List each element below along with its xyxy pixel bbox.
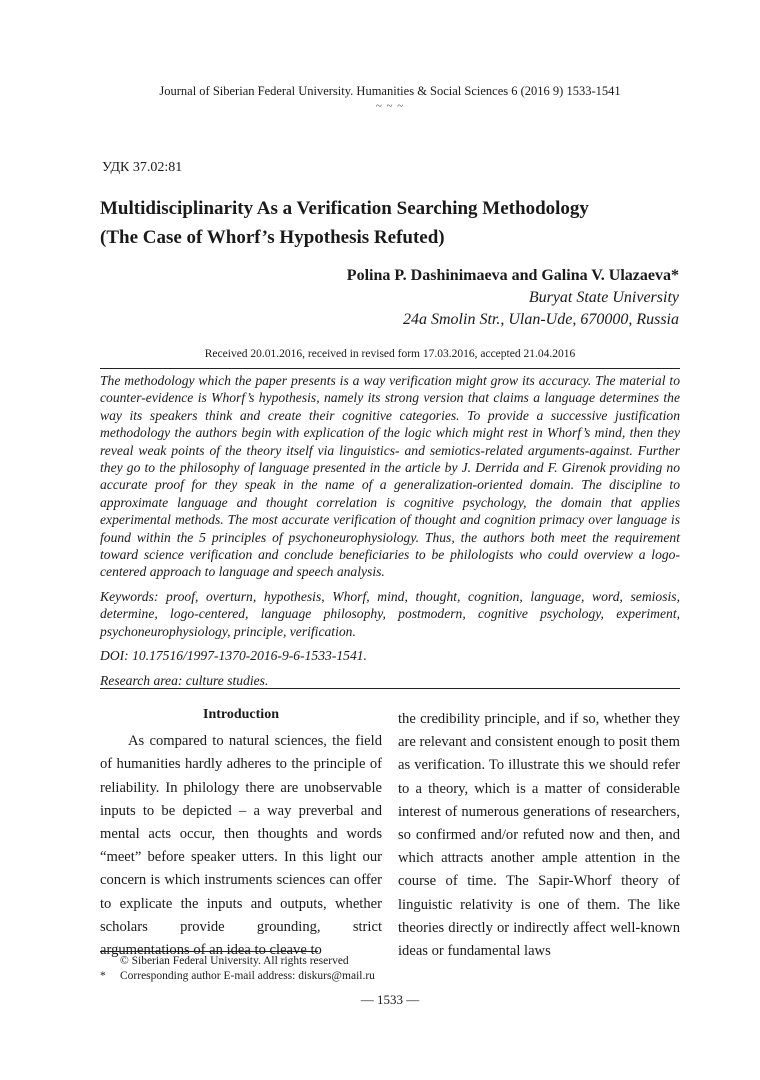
footnote-corresponding <box>100 969 375 984</box>
abstract-top-rule <box>100 368 680 369</box>
title-line-2: (The Case of Whorf’s Hypothesis Refuted) <box>100 227 445 248</box>
abstract-block <box>100 372 680 696</box>
body-column-right <box>398 708 680 963</box>
body-paragraph-continued: the credibility principle, and if so, whether they are relevant and consistent enough to posit them as verification. To illustrate this we should refer to a theory, which is a matter of considerable interest of numerous generations of researchers, so confirmed and/or refuted now and then, and which attracts another ample attention in the course of time. The Sapir-Whorf theory of linguistic relativity is one of them. The like theories directly or indirectly affect well-known ideas or fundamental laws <box>398 711 680 960</box>
footnote-rule <box>100 951 318 952</box>
abstract-bottom-rule <box>100 688 680 689</box>
header-ornament: ~ ~ ~ <box>375 100 405 112</box>
keywords: Keywords: proof, overturn, hypothesis, Whorf, mind, thought, cognition, language, word, semiosis, determine, logo-centered, language philosophy, postmodern, cognitive psychology, experiment, psychoneurophysiology, principle, verification. <box>100 588 680 639</box>
page-number: — 1533 — <box>360 992 420 1007</box>
research-area: Research area: culture studies. <box>100 672 269 688</box>
author-names: Polina P. Dashinimaeva and Galina V. Ulazaeva* <box>346 267 679 284</box>
abstract-text: The methodology which the paper presents is a way verification might grow its accuracy. The material to counter-evidence is Whorf’s hypothesis, namely its strong version that claims a language determines the way its speakers think and create their cognitive categories. To provide a successive justification methodology the authors begin with explication of the logic which might rest in Whorf’s mind, then they reveal weak points of the theory itself via linguistics- and semiotics-related arguments-against. Further they go to the philosophy of language presented in the article by J. Derrida and F. Girenok providing no accurate proof for they speak in the name of a generalization-oriented domain. The discipline to approximate language and thought correlation is cognitive psychology, the domain that applies experimental methods. The most accurate verification of thought and cognition primacy over language is found within the 5 principles of psychoneurophysiology. Thus, the authors both meet the requirement toward science verification and conclude beneficiaries to be philologists who could overview a logo-centered approach to language and speech analysis. <box>100 373 680 580</box>
section-heading-introduction: Introduction <box>203 707 279 722</box>
doi: DOI: 10.17516/1997-1370-2016-9-6-1533-1541. <box>100 648 367 664</box>
corresponding-author-email: Corresponding author E-mail address: diskurs@mail.ru <box>120 970 375 982</box>
body-paragraph: As compared to natural sciences, the field of humanities hardly adheres to the principle of reliability. In philology there are unobservable inputs to be depicted – a way preverbal and mental acts occur, then thoughts and words “meet” before speaker utters. In this light our concern is which instruments sciences can offer to explicate the inputs and outputs, whether scholars provide grounding, strict argumentations of an idea to cleave to <box>100 733 382 959</box>
copyright-text: © Siberian Federal University. All rights reserved <box>120 955 349 967</box>
journal-header: Journal of Siberian Federal University. Humanities & Social Sciences 6 (2016 9) 1533-1541 <box>159 84 621 98</box>
article-title <box>100 194 690 252</box>
received-dates: Received 20.01.2016, received in revised form 17.03.2016, accepted 21.04.2016 <box>204 348 576 360</box>
title-line-1: Multidisciplinarity As a Verification Searching Methodology <box>100 198 589 219</box>
author-block <box>347 265 679 331</box>
author-address: 24a Smolin Str., Ulan-Ude, 670000, Russia <box>403 311 679 328</box>
asterisk-mark: * <box>100 970 106 982</box>
author-affiliation: Buryat State University <box>528 289 679 306</box>
udk-code: УДК 37.02:81 <box>102 160 183 175</box>
body-column-left <box>100 703 382 962</box>
footnote-copyright <box>100 954 349 969</box>
